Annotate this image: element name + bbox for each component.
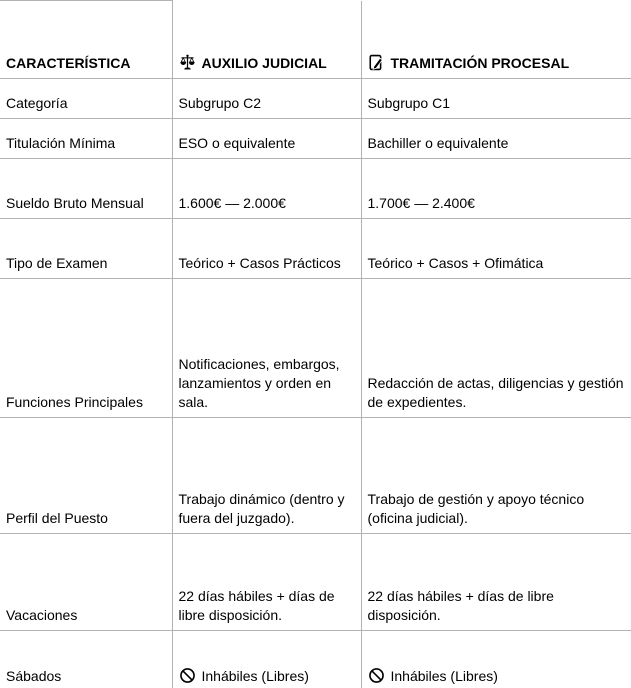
memo-pencil-icon — [368, 54, 385, 71]
auxilio-cell: Trabajo dinámico (dentro y fuera del juzgado). — [172, 418, 361, 534]
table-row-sabados — [0, 631, 631, 688]
table-row-vacaciones — [0, 534, 631, 631]
table-row-titulacion — [0, 119, 631, 159]
row-label: Perfil del Puesto — [0, 418, 172, 534]
row-label: Funciones Principales — [0, 279, 172, 418]
scales-of-justice-icon — [179, 54, 196, 71]
table-row-funciones — [0, 279, 631, 418]
auxilio-sabados-label: Inhábiles (Libres) — [201, 667, 309, 684]
row-label: Vacaciones — [0, 534, 172, 631]
prohibited-icon — [368, 667, 385, 684]
tramitacion-cell: Redacción de actas, diligencias y gestión de expedientes. — [361, 279, 631, 418]
table-row-examen — [0, 219, 631, 279]
auxilio-cell: Subgrupo C2 — [172, 79, 361, 119]
auxilio-cell: 1.600€ — 2.000€ — [172, 159, 361, 219]
header-tramitacion-label: TRAMITACIÓN PROCESAL — [390, 55, 570, 71]
header-auxilio-judicial — [172, 1, 361, 79]
tramitacion-cell: Bachiller o equivalente — [361, 119, 631, 159]
header-caracteristica: CARACTERÍSTICA — [0, 1, 172, 79]
tramitacion-cell: Teórico + Casos + Ofimática — [361, 219, 631, 279]
auxilio-cell: 22 días hábiles + días de libre disposición. — [172, 534, 361, 631]
table-row-categoria — [0, 79, 631, 119]
auxilio-cell: ESO o equivalente — [172, 119, 361, 159]
header-tramitacion-procesal — [361, 1, 631, 79]
table-row-perfil — [0, 418, 631, 534]
auxilio-cell: Teórico + Casos Prácticos — [172, 219, 361, 279]
tramitacion-cell: Trabajo de gestión y apoyo técnico (oficina judicial). — [361, 418, 631, 534]
auxilio-cell: Notificaciones, embargos, lanzamientos y orden en sala. — [172, 279, 361, 418]
auxilio-cell — [172, 631, 361, 688]
tramitacion-cell: Subgrupo C1 — [361, 79, 631, 119]
row-label: Titulación Mínima — [0, 119, 172, 159]
tramitacion-cell — [361, 631, 631, 688]
header-auxilio-label: AUXILIO JUDICIAL — [201, 55, 327, 71]
row-label: Sábados — [0, 631, 172, 688]
row-label: Sueldo Bruto Mensual — [0, 159, 172, 219]
table-header-row — [0, 1, 631, 79]
tramitacion-cell: 1.700€ — 2.400€ — [361, 159, 631, 219]
row-label: Categoría — [0, 79, 172, 119]
row-label: Tipo de Examen — [0, 219, 172, 279]
table-row-sueldo — [0, 159, 631, 219]
tramitacion-sabados-label: Inhábiles (Libres) — [390, 667, 498, 684]
prohibited-icon — [179, 667, 196, 684]
tramitacion-cell: 22 días hábiles + días de libre disposición. — [361, 534, 631, 631]
